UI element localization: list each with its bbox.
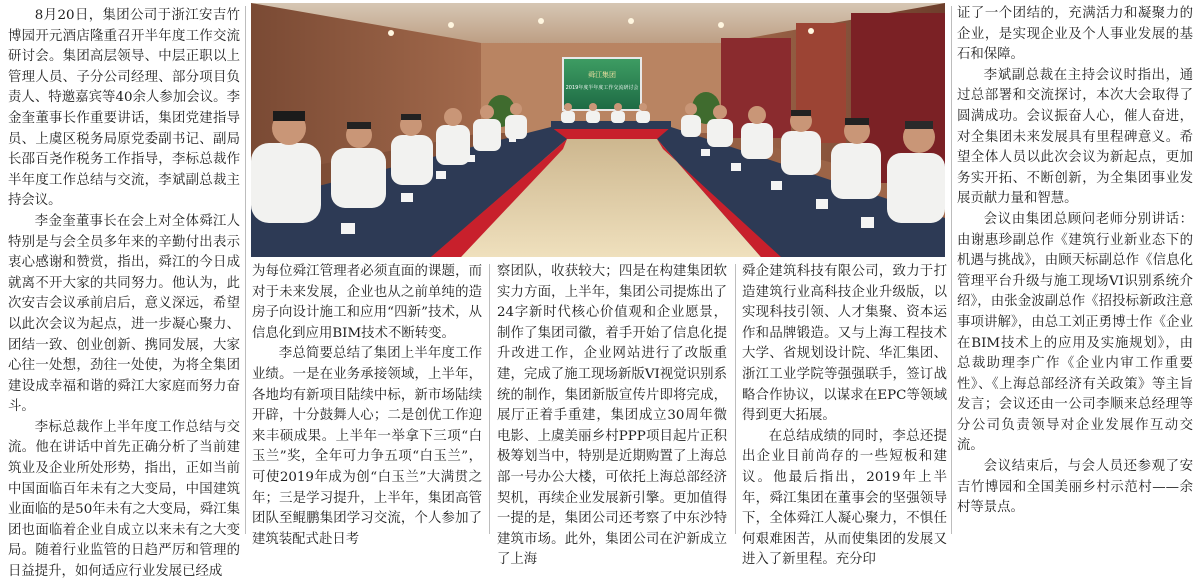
paragraph: 李总简要总结了集团上半年度工作业绩。一是在业务承接领域，上半年，各地均有新项目陆续中标，新市场陆续开辟，十分鼓舞人心；二是创优工作迎来丰硕成果。上半年一举拿下三项“白玉兰”奖，全年可力争五项“白玉兰”，可使2019年成为创“白玉兰”大满贯之年；三是学习提升，上半年，集团高管团队至鲲鹏集团学习交流，个人参加了建筑装配式赴日考 — [252, 346, 482, 547]
paragraph: 李金奎董事长在会上对全体舜江人特别是与会全员多年来的辛勤付出表示衷心感谢和赞赏，指出，舜江的今日成就离不开大家的共同努力。他认为，此次安吉会议承前启后，意义深远，希望以此次会议为起点，进一步凝心聚力、团结一致、创业创新、携同发展，大家心往一处想，劲往一处使，为将全集团建设成幸福和谐的舜江大家庭而努力奋斗。 — [8, 213, 240, 415]
screen-title: 舜江集团 — [588, 71, 616, 79]
article-column-5 — [957, 4, 1193, 536]
article-column-4 — [742, 262, 947, 568]
column-divider — [245, 6, 246, 534]
paragraph: 证了一个团结的，充满活力和凝聚力的企业，是实现企业及个人事业发展的基石和保障。 — [957, 6, 1193, 63]
column-divider — [489, 264, 490, 534]
screen-subtitle: 2019年度半年度工作交流研讨会 — [565, 85, 639, 91]
paragraph: 舜企建筑科技有限公司，致力于打造建筑行业高科技企业升级版，以实现科技引领、人才集聚、资本运作和品牌锻造。又与上海工程技术大学、省规划设计院、华汇集团、浙江工业学院等强强联手，签订战略合作协议，以谋求在EPC等领域得到更大拓展。 — [742, 264, 947, 424]
paragraph: 李斌副总裁在主持会议时指出，通过总部署和交流探讨，本次大会取得了圆满成功。会议振奋人心，催人奋进，对全集团未来发展具有里程碑意义。希望全体人员以此次会议为新起点，更加务实开拓、不断创新，为全集团事业发展贡献力量和智慧。 — [957, 67, 1193, 207]
article-column-1 — [8, 6, 240, 580]
column-divider — [951, 6, 952, 534]
column-divider — [735, 264, 736, 534]
paragraph: 为每位舜江管理者必须直面的课题，而对于未来发展，企业也从之前单纯的造房子向设计施工和应用“四新”技术，从信息化到应用BIM技术不断转变。 — [252, 264, 482, 341]
paragraph: 8月20日，集团公司于浙江安吉竹博园开元酒店隆重召开半年度工作交流研讨会。集团高层领导、中层正职以上管理人员、子分公司经理、部分项目负责人、特邀嘉宾等40余人参加会议。李金奎董事长作重要讲话，集团党建指导员、上虞区税务局原党委副书记、副局长邵百尧作税务工作指导，李标总裁作半年度工作总结与交流，李斌副总裁主持会议。 — [8, 8, 240, 209]
paragraph: 在总结成绩的同时，李总还提出企业目前尚存的一些短板和建议。他最后指出，2019年上半年，舜江集团在董事会的坚强领导下，全体舜江人凝心聚力，不惧任何艰难困苦，从而使集团的发展又进入了新里程。充分印 — [742, 428, 947, 568]
paragraph: 察团队，收获较大；四是在构建集团软实力方面，上半年，集团公司提炼出了24字新时代核心价值观和企业愿景，制作了集团司徽，着手开始了信息化提升改进工作，企业网站进行了改版重建，完成了施工现场新版VI视觉识别系统的制作，集团新版宣传片即将完成，展厅正着手重建，集团成立30周年微电影、上虞美丽乡村PPP项目起片正积极筹划当中，特别是近期购置了上海总部一号办公大楼，可依托上海总部经济契机，再续企业发展新引擎。更加值得一提的是，集团公司还考察了中东沙特建筑市场。此外，集团公司在沪新成立了上海 — [497, 264, 727, 568]
article-column-3 — [497, 262, 727, 568]
article-column-2 — [252, 262, 482, 547]
paragraph: 李标总裁作上半年度工作总结与交流。他在讲话中首先正确分析了当前建筑业及企业所处形势，指出，正如当前中国面临百年未有之大变局，中国建筑业面临的是50年未有之大变局，舜江集团也面临着企业自成立以来未有之大变局。随着行业监管的日趋严厉和管理的日益提升，如何适应行业发展已经成 — [8, 419, 240, 580]
paragraph: 会议由集团总顾问老师分别讲话：由谢惠珍副总作《建筑行业新业态下的机遇与挑战》，由顾天标副总作《信息化管理平台升级与施工现场VI识别系统介绍》，由张金波副总作《招投标新政注意事项讲解》，由总工刘正勇博士作《企业在BIM技术上的应用及实施规划》，由总裁助理李广作《企业内审工作重要性》、《上海总部经济有关政策》等主旨发言；会议还由一公司李顺来总经理等分公司负责领导对企业发展作互动交流。 — [957, 211, 1193, 454]
meeting-photo — [251, 3, 945, 257]
paragraph: 会议结束后，与会人员还参观了安吉竹博园和全国美丽乡村示范村——余村等景点。 — [957, 459, 1193, 516]
